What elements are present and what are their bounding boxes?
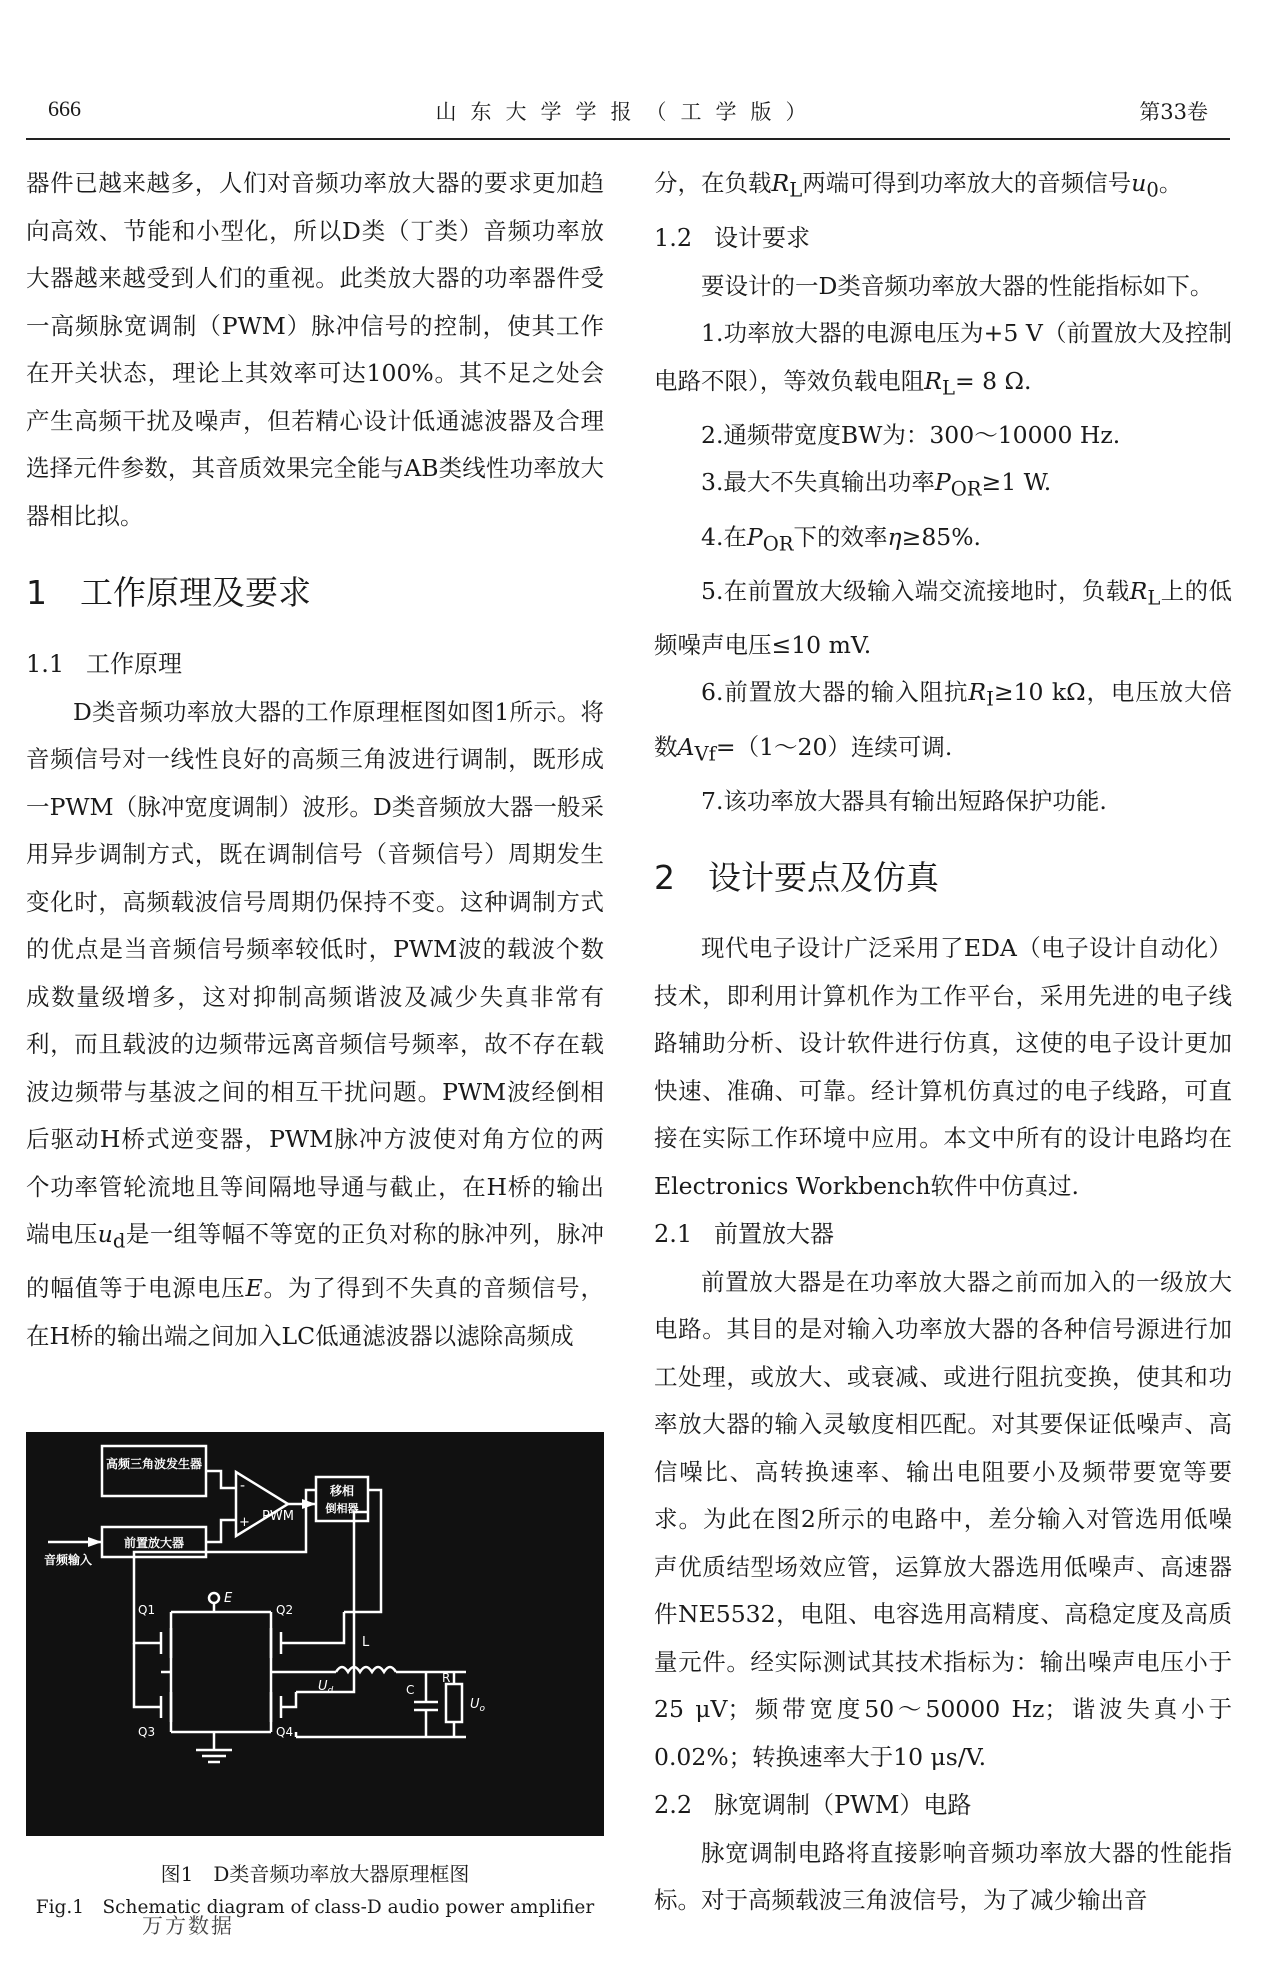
watermark: 万方数据 <box>142 1914 234 1938</box>
subsection-1-1-text-3: 。为了得到不失真的音频信号，在H桥的输出端之间加入LC低通滤波器以滤除高频成 <box>26 1274 605 1350</box>
volume-label: 第33卷 <box>1139 100 1208 124</box>
continuation-paragraph: 分，在负载$R_L$两端可得到功率放大的音频信号$u_0$。 <box>654 169 1183 202</box>
subsection-1-2-heading: 1.2 设计要求 <box>654 224 810 253</box>
label-pwm: PWM <box>262 1509 294 1524</box>
label-q2: Q2 <box>276 1603 294 1617</box>
left-column <box>26 160 604 1360</box>
page-number: 666 <box>48 96 81 121</box>
journal-name: 山东大学学报（工学版） <box>435 100 821 124</box>
label-inv-top: 移相 <box>329 1484 355 1498</box>
subsection-2-1-heading: 2.1 前置放大器 <box>654 1220 834 1249</box>
var-E: E <box>245 1274 263 1303</box>
label-ud: $U_d$ <box>318 1679 334 1696</box>
section-1-number: 1 <box>26 573 47 612</box>
section-2-heading: 2 设计要点及仿真 <box>654 858 939 898</box>
label-C: C <box>406 1683 415 1697</box>
label-q4: Q4 <box>276 1725 294 1739</box>
subsection-1-1-number: 1.1 <box>26 650 65 678</box>
section-1-heading <box>26 570 604 616</box>
figure-1-schematic <box>26 1432 604 1836</box>
tri-wave-block <box>102 1446 206 1496</box>
label-tri: 高频三角波发生器 <box>105 1457 203 1471</box>
header-rule <box>26 138 1230 140</box>
var-ud-sub: d <box>112 1229 126 1253</box>
subsection-1-1-heading <box>26 640 604 689</box>
running-header <box>26 92 1230 132</box>
label-E: E <box>224 1591 233 1606</box>
requirement-7: 7.该功率放大器具有输出短路保护功能. <box>701 786 1107 815</box>
figure-caption-cn: 图1 D类音频功率放大器原理框图 <box>160 1862 470 1886</box>
label-minus: - <box>240 1478 246 1494</box>
label-q1: Q1 <box>138 1603 156 1617</box>
intro-paragraph: 器件已越来越多，人们对音频功率放大器的要求更加趋向高效、节能和小型化，所以D类（丁类）音频功率放大器越来越受到人们的重视。此类放大器的功率器件受一高频脉宽调制（PWM）脉冲信号的控制，使其工作在开关状态，理论上其效率可达100%。其不足之处会产生高频干扰及噪声，但若精心设计低通滤波器及合理选择元件参数，其音质效果完全能与AB类线性功率放大器相比拟。 <box>26 169 604 530</box>
right-column <box>654 160 1232 1925</box>
requirement-3: 3.最大不失真输出功率$P_{OR}\ge 1$ W. <box>701 468 1052 502</box>
label-plus: + <box>239 1515 250 1530</box>
subsection-1-1-text-2: 是一组等幅不等宽的正负对称的脉冲列，脉冲的幅值等于电源电压 <box>26 1220 605 1303</box>
label-pre: 前置放大器 <box>123 1536 185 1550</box>
subsection-2-2-paragraph: 脉宽调制电路将直接影响音频功率放大器的性能指标。对于高频载波三角波信号，为了减少输出音 <box>654 1838 1232 1915</box>
subsection-1-1-title: 工作原理 <box>86 650 182 678</box>
label-R: R <box>442 1671 451 1685</box>
requirement-5: 5.在前置放大级输入端交流接地时，负载$R_L$上的低频噪声电压≤10 mV. <box>654 576 1233 659</box>
section-1-title: 工作原理及要求 <box>80 573 311 612</box>
label-L: L <box>362 1635 370 1650</box>
subsection-1-1-paragraph <box>26 689 604 1361</box>
requirement-6: 6.前置放大器的输入阻抗$R_I\ge 10$ kΩ，电压放大倍数$A_{Vf}=(1\sim 20)$连续可调. <box>654 678 1233 766</box>
subsection-2-2-heading: 2.2 脉宽调制（PWM）电路 <box>654 1791 972 1820</box>
requirement-2: 2.通频带宽度BW为：300～10000 Hz. <box>701 420 1121 449</box>
label-uo: $U_o$ <box>470 1697 486 1714</box>
figure-caption-en: Fig.1 Schematic diagram of class-D audio power amplifier <box>35 1897 595 1918</box>
requirement-1: 1.功率放大器的电源电压为+5 V（前置放大及控制电路不限），等效负载电阻$R_L= 8$ Ω. <box>654 319 1232 400</box>
subsection-2-1-paragraph: 前置放大器是在功率放大器之前而加入的一级放大电路。其目的是对输入功率放大器的各种信号源进行加工处理，或放大、或衰减、或进行阻抗变换，使其和功率放大器的输入灵敏度相匹配。对其要保证低噪声、高信噪比、高转换速率、输出电阻要小及频带要宽等要求。为此在图2所示的电路中，差分输入对管选用低噪声优质结型场效应管，运算放大器选用低噪声、高速器件NE5532，电阻、电容选用高精度、高稳定度及高质量元件。经实际测试其技术指标为：输出噪声电压小于25 μV；频带宽度50～50000 Hz；谐波失真小于0.02%；转换速率大于10 μs/V. <box>654 1267 1232 1771</box>
label-q3: Q3 <box>138 1725 156 1739</box>
var-ud: u <box>97 1220 113 1248</box>
subsection-1-1-text: D类音频功率放大器的工作原理框图如图1所示。将音频信号对一线性良好的高频三角波进行调制，既形成一PWM（脉冲宽度调制）波形。D类音频放大器一般采用异步调制方式，既在调制信号（音频信号）周期发生变化时，高频载波信号周期仍保持不变。这种调制方式的优点是当音频信号频率较低时，PWM波的载波个数成数量级增多，这对抑制高频谐波及减少失真非常有利，而且载波的边频带远离音频信号频率，故不存在载波边频带与基波之间的相互干扰问题。PWM波经倒相后驱动H桥式逆变器，PWM脉冲方波使对角方位的两个功率管轮流地且等间隔地导通与截止，在H桥的输出端电压 <box>26 697 604 1248</box>
label-input: 音频输入 <box>44 1553 93 1567</box>
subsection-1-2-intro: 要设计的一D类音频功率放大器的性能指标如下。 <box>701 271 1214 300</box>
label-inv: 倒相器 <box>325 1502 359 1515</box>
requirement-4: 4.在$P_{OR}$下的效率η≥85%. <box>701 522 982 556</box>
section-2-paragraph: 现代电子设计广泛采用了EDA（电子设计自动化）技术，即利用计算机作为工作平台，采用先进的电子线路辅助分析、设计软件进行仿真，这使的电子设计更加快速、准确、可靠。经计算机仿真过的电子线路，可直接在实际工作环境中应用。本文中所有的设计电路均在Electronics Workbench软件中仿真过. <box>654 934 1232 1200</box>
